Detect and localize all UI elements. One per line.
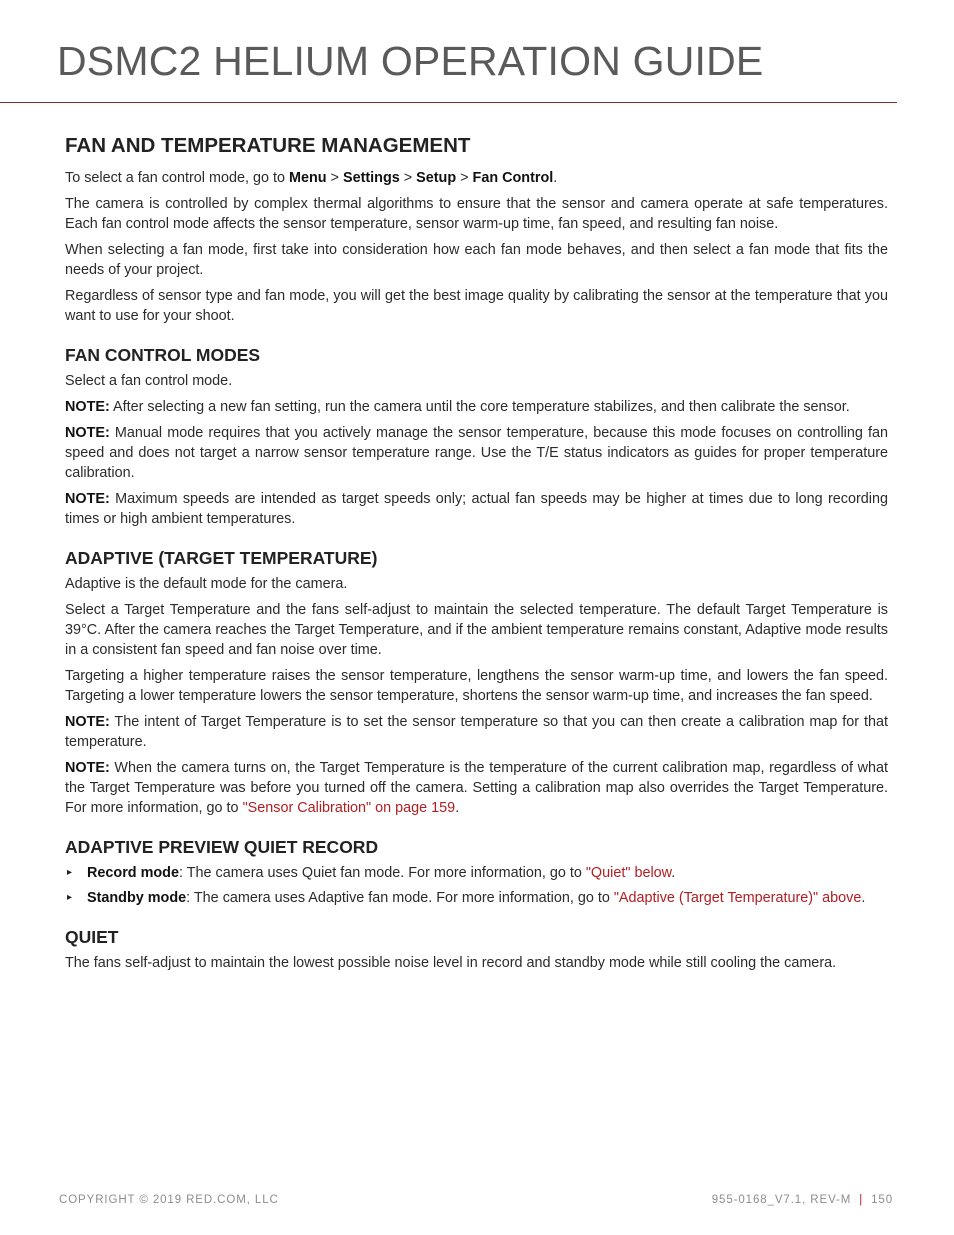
mode-bullet-list (65, 863, 888, 908)
list-item (65, 863, 888, 883)
bullet-text: : The camera uses Adaptive fan mode. For more information, go to (186, 890, 614, 906)
page-number: 150 (871, 1194, 893, 1206)
intro-suffix: . (553, 170, 558, 186)
note-paragraph (65, 397, 888, 417)
bullet-text: : The camera uses Quiet fan mode. For more information, go to (178, 865, 586, 881)
body-paragraph: Adaptive is the default mode for the camera. (65, 576, 348, 592)
doc-id: 955-0168_V7.1, REV-M (711, 1194, 852, 1206)
page-content (65, 133, 888, 979)
body-paragraph: The fans self-adjust to maintain the lowest possible noise level in record and standby mode while still cooling the camera. (65, 955, 837, 971)
note-label: NOTE: (65, 491, 110, 507)
menu-path-settings: Settings (342, 170, 400, 186)
path-separator: > (326, 170, 343, 186)
body-paragraph: Targeting a higher temperature raises the sensor temperature, lengthens the sensor warm-up time, and lowers the fan speed. Targeting a lower temperature lowers the sensor temperature, shortens the sensor warm-up time, and increases the fan speed. (65, 668, 888, 704)
note-paragraph (65, 712, 888, 752)
note-text: Maximum speeds are intended as target speeds only; actual fan speeds may be higher at times due to long recording times or high ambient temperatures. (65, 491, 888, 527)
note-paragraph (65, 758, 888, 818)
path-separator: > (456, 170, 473, 186)
note-text: When the camera turns on, the Target Temperature is the temperature of the current calibration map, regardless of what the Target Temperature was before you turned off the camera. Setting a calibration map also overrides the Target Temperature. For more information, go to (65, 760, 888, 816)
section-heading: FAN AND TEMPERATURE MANAGEMENT (65, 134, 471, 157)
preview-quiet-heading: ADAPTIVE PREVIEW QUIET RECORD (65, 837, 379, 857)
menu-path-setup: Setup (416, 170, 457, 186)
note-label: NOTE: (65, 399, 110, 415)
bullet-suffix: . (671, 865, 676, 881)
note-paragraph (65, 423, 888, 483)
note-suffix: . (455, 800, 460, 816)
note-text: Manual mode requires that you actively manage the sensor temperature, because this mode focuses on controlling fan speed and does not target a narrow sensor temperature range. Use the T/E status indicators as guides for proper temperature calibration. (65, 425, 888, 481)
bullet-suffix: . (861, 890, 866, 906)
note-paragraph (65, 489, 888, 529)
quiet-link[interactable]: "Quiet" below (585, 865, 672, 881)
menu-path-menu: Menu (288, 170, 327, 186)
sensor-calibration-link[interactable]: "Sensor Calibration" on page 159 (242, 800, 456, 816)
body-paragraph: Regardless of sensor type and fan mode, you will get the best image quality by calibrating the sensor at the temperature that you want to use for your shoot. (65, 288, 888, 324)
note-text: The intent of Target Temperature is to set the sensor temperature so that you can then create a calibration map for that temperature. (65, 714, 888, 750)
bullet-label: Standby mode (87, 890, 187, 906)
fan-control-modes-heading: FAN CONTROL MODES (65, 345, 261, 365)
note-text: After selecting a new fan setting, run the camera until the core temperature stabilizes, and then calibrate the sensor. (109, 399, 850, 415)
quiet-heading: QUIET (65, 927, 119, 947)
right-triangle-bullet-icon: ▸ (67, 892, 73, 903)
note-label: NOTE: (65, 425, 110, 441)
intro-prefix: To select a fan control mode, go to (65, 170, 289, 186)
right-triangle-bullet-icon: ▸ (67, 867, 73, 878)
note-label: NOTE: (65, 714, 110, 730)
list-item (65, 888, 888, 908)
footer-separator: | (859, 1194, 864, 1206)
document-title: DSMC2 HELIUM OPERATION GUIDE (57, 38, 764, 84)
bullet-label: Record mode (87, 865, 179, 881)
footer-copyright: COPYRIGHT © 2019 RED.COM, LLC (59, 1194, 279, 1206)
footer-page-info (712, 1194, 893, 1206)
title-divider (0, 102, 897, 103)
intro-paragraph (65, 168, 888, 188)
body-paragraph: Select a Target Temperature and the fans self-adjust to maintain the selected temperature. The default Target Temperature is 39°C. After the camera reaches the Target Temperature, and if the ambient temperature remains constant, Adaptive mode results in a consistent fan speed and fan noise over time. (65, 602, 888, 658)
path-separator: > (399, 170, 417, 186)
body-paragraph: When selecting a fan mode, first take into consideration how each fan mode behaves, and then select a fan mode that fits the needs of your project. (65, 242, 888, 278)
adaptive-link[interactable]: "Adaptive (Target Temperature)" above (613, 890, 862, 906)
body-paragraph: The camera is controlled by complex thermal algorithms to ensure that the sensor and camera operate at safe temperatures. Each fan control mode affects the sensor temperature, sensor warm-up time, fan speed, and resulting fan noise. (65, 196, 888, 232)
body-paragraph: Select a fan control mode. (65, 373, 233, 389)
adaptive-heading: ADAPTIVE (TARGET TEMPERATURE) (65, 548, 378, 568)
menu-path-fan-control: Fan Control (472, 170, 554, 186)
note-label: NOTE: (65, 760, 110, 776)
